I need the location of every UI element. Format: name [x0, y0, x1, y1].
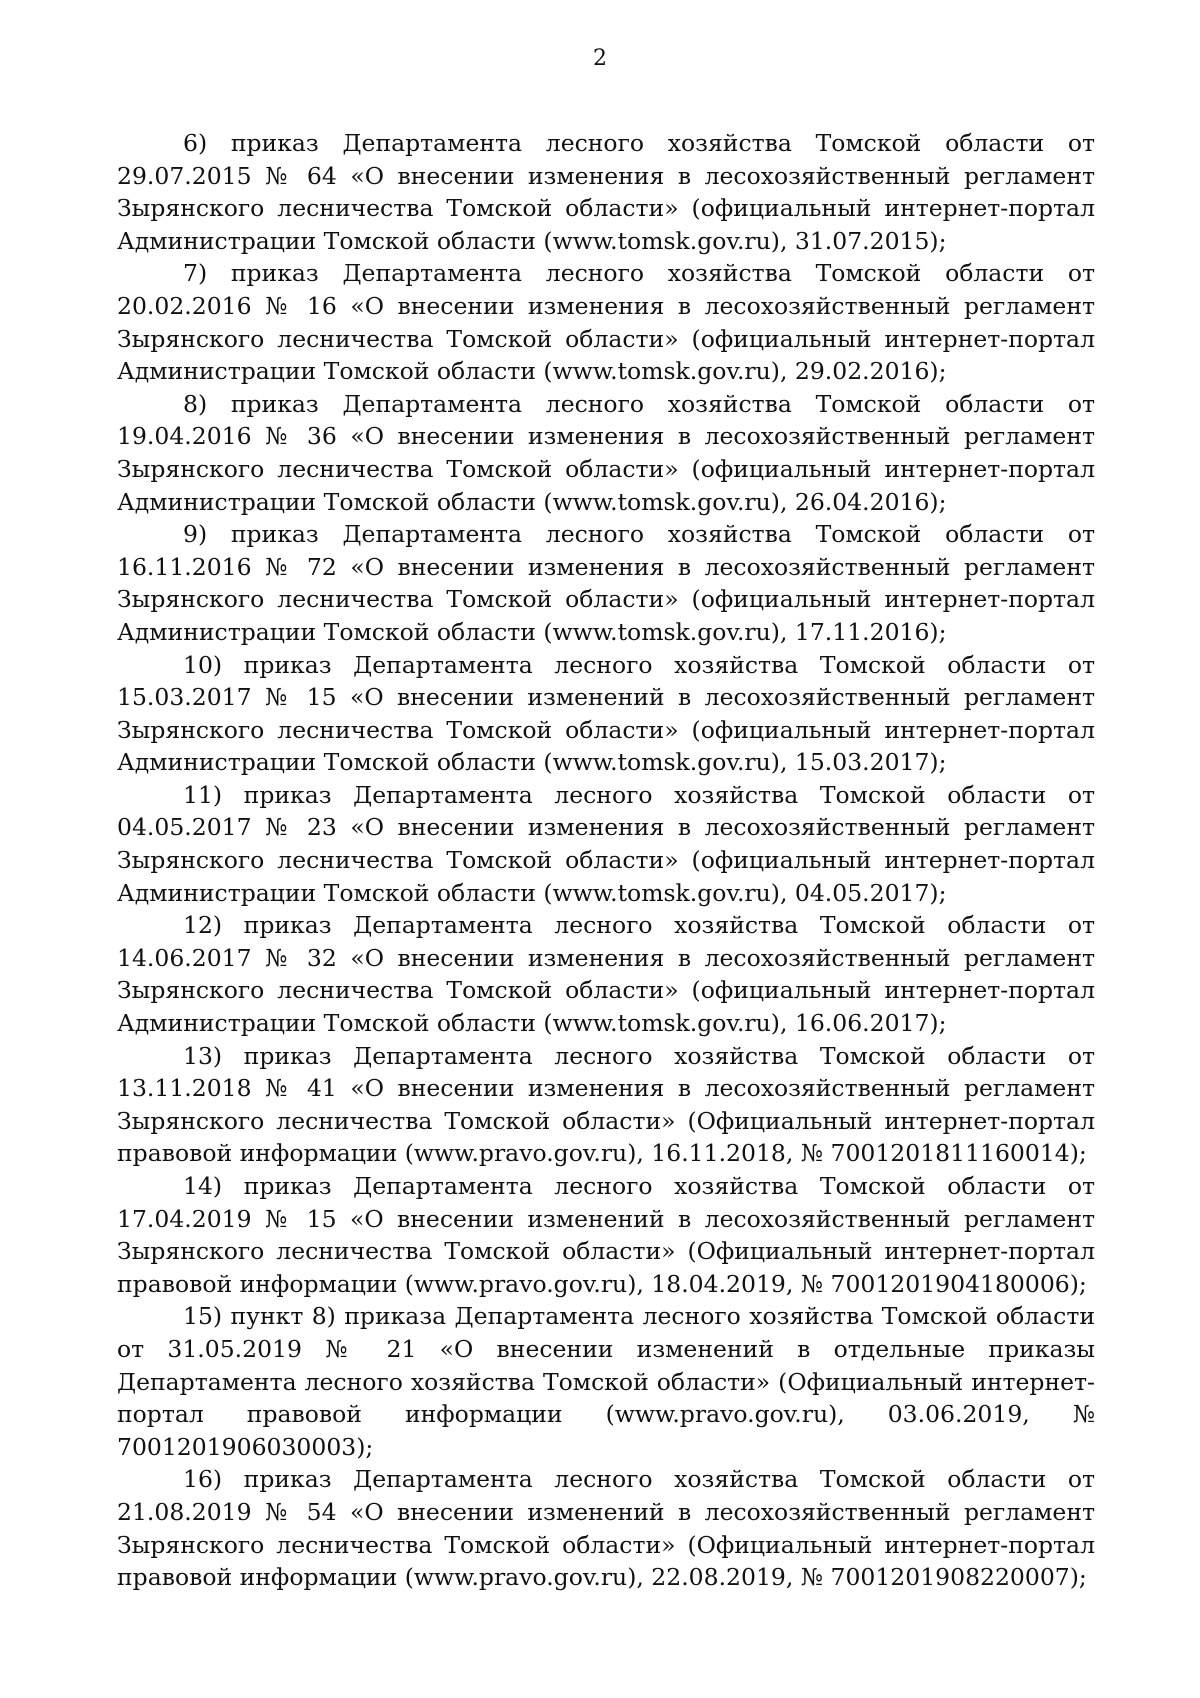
list-item: 8) приказ Департамента лесного хозяйства Томской области от 19.04.2016 № 36 «О внесении изменения в лесохозяйственный регламент Зырянского лесничества Томской области» (официальный интернет-портал Администрации Томской области (www.tomsk.gov.ru), 26.04.2016);	[117, 389, 1095, 516]
list-item: 10) приказ Департамента лесного хозяйства Томской области от 15.03.2017 № 15 «О внесении изменений в лесохозяйственный регламент Зырянского лесничества Томской области» (официальный интернет-портал Администрации Томской области (www.tomsk.gov.ru), 15.03.2017);	[117, 650, 1095, 777]
list-item: 15) пункт 8) приказа Департамента лесного хозяйства Томской области от 31.05.2019 № 21 «О внесении изменений в отдельные приказы Департамента лесного хозяйства Томской области» (Официальный интернет-портал правовой информации (www.pravo.gov.ru), 03.06.2019, № 7001201906030003);	[117, 1302, 1095, 1461]
list-item: 11) приказ Департамента лесного хозяйства Томской области от 04.05.2017 № 23 «О внесении изменения в лесохозяйственный регламент Зырянского лесничества Томской области» (официальный интернет-портал Администрации Томской области (www.tomsk.gov.ru), 04.05.2017);	[117, 780, 1095, 907]
list-item: 7) приказ Департамента лесного хозяйства Томской области от 20.02.2016 № 16 «О внесении изменения в лесохозяйственный регламент Зырянского лесничества Томской области» (официальный интернет-портал Администрации Томской области (www.tomsk.gov.ru), 29.02.2016);	[117, 259, 1095, 386]
page-number: 2	[593, 46, 607, 71]
list-item: 16) приказ Департамента лесного хозяйства Томской области от 21.08.2019 № 54 «О внесении изменений в лесохозяйственный регламент Зырянского лесничества Томской области» (Официальный интернет-портал правовой информации (www.pravo.gov.ru), 22.08.2019, № 7001201908220007);	[117, 1465, 1095, 1592]
document-body	[117, 127, 1095, 1594]
list-item: 12) приказ Департамента лесного хозяйства Томской области от 14.06.2017 № 32 «О внесении изменения в лесохозяйственный регламент Зырянского лесничества Томской области» (официальный интернет-портал Администрации Томской области (www.tomsk.gov.ru), 16.06.2017);	[117, 911, 1095, 1038]
list-item: 9) приказ Департамента лесного хозяйства Томской области от 16.11.2016 № 72 «О внесении изменения в лесохозяйственный регламент Зырянского лесничества Томской области» (официальный интернет-портал Администрации Томской области (www.tomsk.gov.ru), 17.11.2016);	[117, 520, 1095, 646]
list-item: 6) приказ Департамента лесного хозяйства Томской области от 29.07.2015 № 64 «О внесении изменения в лесохозяйственный регламент Зырянского лесничества Томской области» (официальный интернет-портал Администрации Томской области (www.tomsk.gov.ru), 31.07.2015);	[117, 129, 1095, 255]
list-item: 13) приказ Департамента лесного хозяйства Томской области от 13.11.2018 № 41 «О внесении изменения в лесохозяйственный регламент Зырянского лесничества Томской области» (Официальный интернет-портал правовой информации (www.pravo.gov.ru), 16.11.2018, № 7001201811160014);	[117, 1041, 1095, 1168]
list-item: 14) приказ Департамента лесного хозяйства Томской области от 17.04.2019 № 15 «О внесении изменений в лесохозяйственный регламент Зырянского лесничества Томской области» (Официальный интернет-портал правовой информации (www.pravo.gov.ru), 18.04.2019, № 7001201904180006);	[117, 1172, 1095, 1298]
